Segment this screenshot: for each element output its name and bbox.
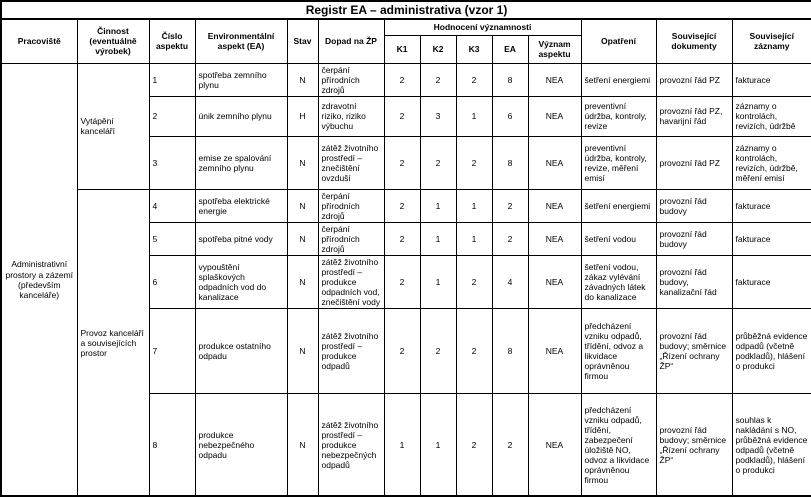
cell-k1: 2	[384, 96, 420, 136]
cell-cislo: 3	[149, 136, 195, 189]
cell-ea: 2	[492, 393, 528, 496]
cell-ea: 8	[492, 308, 528, 393]
cell-dokumenty: provozní řád budovy; směrnice „Řízení ochrany ŽP“	[656, 393, 732, 496]
cell-dokumenty: provozní řád PZ, havarijní řád	[656, 96, 732, 136]
cell-ea: 2	[492, 222, 528, 255]
cell-k3: 1	[456, 222, 492, 255]
cell-aspekt: produkce nebezpečného odpadu	[195, 393, 287, 496]
cell-ea: 4	[492, 255, 528, 308]
cell-k3: 1	[456, 189, 492, 222]
cell-stav: H	[287, 96, 318, 136]
cell-dokumenty: provozní řád budovy, kanalizační řád	[656, 255, 732, 308]
page-title: Registr EA – administrativa (vzor 1)	[1, 1, 811, 19]
cell-aspekt: vypouštění splaškových odpadních vod do kanalizace	[195, 255, 287, 308]
cell-aspekt: spotřeba zemního plynu	[195, 63, 287, 96]
cell-k2: 1	[420, 222, 456, 255]
cell-zaznamy: fakturace	[732, 255, 811, 308]
cell-opatreni: předcházení vzniku odpadů, třídění, odvoz a likvidace oprávněnou firmou	[581, 308, 656, 393]
cell-opatreni: šetření energiemi	[581, 63, 656, 96]
cell-opatreni: preventivní údržba, kontroly, revize	[581, 96, 656, 136]
cell-k1: 2	[384, 136, 420, 189]
cell-ea: 8	[492, 63, 528, 96]
cell-ea: 6	[492, 96, 528, 136]
cell-vyznam: NEA	[528, 63, 581, 96]
cell-pracoviste: Administrativní prostory a zázemí (především kanceláře)	[1, 63, 77, 496]
cell-cislo: 5	[149, 222, 195, 255]
col-header-cislo-aspektu: Číslo aspektu	[149, 19, 195, 63]
cell-vyznam: NEA	[528, 136, 581, 189]
col-header-souvisejici-dokumenty: Související dokumenty	[656, 19, 732, 63]
cell-dokumenty: provozní řád budovy; směrnice „Řízení ochrany ŽP“	[656, 308, 732, 393]
cell-dopad: zátěž životního prostředí – produkce nebezpečných odpadů	[318, 393, 384, 496]
cell-zaznamy: fakturace	[732, 63, 811, 96]
cell-k2: 1	[420, 189, 456, 222]
cell-opatreni: preventivní údržba, kontroly, revize, měření emisí	[581, 136, 656, 189]
cell-stav: N	[287, 189, 318, 222]
cell-stav: N	[287, 255, 318, 308]
cell-k3: 2	[456, 308, 492, 393]
cell-zaznamy: souhlas k nakládání s NO, průběžná evidence odpadů (včetně podkladů), hlášení o produkci	[732, 393, 811, 496]
cell-dopad: zdravotní riziko, riziko výbuchu	[318, 96, 384, 136]
cell-vyznam: NEA	[528, 189, 581, 222]
cell-vyznam: NEA	[528, 393, 581, 496]
cell-ea: 8	[492, 136, 528, 189]
cell-dopad: zátěž životního prostředí – produkce odpadních vod, znečištění vody	[318, 255, 384, 308]
cell-vyznam: NEA	[528, 222, 581, 255]
cell-dopad: zátěž životního prostředí – znečištění ovzduší	[318, 136, 384, 189]
cell-dokumenty: provozní řád PZ	[656, 63, 732, 96]
cell-k1: 2	[384, 308, 420, 393]
cell-opatreni: šetření vodou	[581, 222, 656, 255]
col-header-environmentalni-aspekt: Environmentální aspekt (EA)	[195, 19, 287, 63]
col-header-k2: K2	[420, 35, 456, 63]
cell-k1: 2	[384, 63, 420, 96]
cell-stav: N	[287, 136, 318, 189]
cell-aspekt: spotřeba pitné vody	[195, 222, 287, 255]
cell-zaznamy: fakturace	[732, 222, 811, 255]
col-header-dopad-na-zp: Dopad na ŽP	[318, 19, 384, 63]
cell-dopad: čerpání přírodních zdrojů	[318, 63, 384, 96]
cell-k1: 2	[384, 255, 420, 308]
cell-cinnost-provoz: Provoz kanceláří a souvisejících prostor	[77, 189, 149, 496]
cell-stav: N	[287, 63, 318, 96]
col-header-k1: K1	[384, 35, 420, 63]
cell-stav: N	[287, 393, 318, 496]
cell-opatreni: šetření vodou, zákaz vylévání závadných látek do kanalizace	[581, 255, 656, 308]
col-header-vyznam-aspektu: Význam aspektu	[528, 35, 581, 63]
cell-dokumenty: provozní řád budovy	[656, 189, 732, 222]
cell-aspekt: produkce ostatního odpadu	[195, 308, 287, 393]
col-header-opatreni: Opatření	[581, 19, 656, 63]
cell-cislo: 2	[149, 96, 195, 136]
col-header-ea: EA	[492, 35, 528, 63]
cell-zaznamy: průběžná evidence odpadů (včetně podkladů), hlášení o produkci	[732, 308, 811, 393]
cell-cislo: 8	[149, 393, 195, 496]
cell-dopad: čerpání přírodních zdrojů	[318, 222, 384, 255]
cell-cislo: 7	[149, 308, 195, 393]
cell-stav: N	[287, 308, 318, 393]
cell-stav: N	[287, 222, 318, 255]
cell-dokumenty: provozní řád budovy	[656, 222, 732, 255]
col-header-k3: K3	[456, 35, 492, 63]
cell-k3: 2	[456, 393, 492, 496]
group-header-hodnoceni-vyznamnosti: Hodnocení významnosti	[384, 19, 581, 35]
cell-dopad: zátěž životního prostředí – produkce odpadů	[318, 308, 384, 393]
cell-zaznamy: záznamy o kontrolách, revizích, údržbě	[732, 96, 811, 136]
cell-dokumenty: provozní řád PZ	[656, 136, 732, 189]
cell-ea: 2	[492, 189, 528, 222]
cell-k2: 1	[420, 393, 456, 496]
cell-vyznam: NEA	[528, 255, 581, 308]
cell-zaznamy: fakturace	[732, 189, 811, 222]
cell-k3: 2	[456, 136, 492, 189]
table-row	[1, 63, 811, 96]
cell-k1: 2	[384, 222, 420, 255]
cell-aspekt: emise ze spalování zemního plynu	[195, 136, 287, 189]
cell-cislo: 4	[149, 189, 195, 222]
cell-vyznam: NEA	[528, 96, 581, 136]
cell-k2: 2	[420, 63, 456, 96]
cell-opatreni: předcházení vzniku odpadů, třídění, zabezpečení úložiště NO, odvoz a likvidace oprávněnou firmou	[581, 393, 656, 496]
table-row	[1, 189, 811, 222]
cell-opatreni: šetření energiemi	[581, 189, 656, 222]
col-header-stav: Stav	[287, 19, 318, 63]
cell-zaznamy: záznamy o kontrolách, revizích, údržbě, měření emisí	[732, 136, 811, 189]
cell-k2: 1	[420, 255, 456, 308]
cell-k1: 1	[384, 393, 420, 496]
col-header-souvisejici-zaznamy: Související záznamy	[732, 19, 811, 63]
col-header-cinnost: Činnost (eventuálně výrobek)	[77, 19, 149, 63]
cell-cislo: 1	[149, 63, 195, 96]
cell-aspekt: únik zemního plynu	[195, 96, 287, 136]
cell-aspekt: spotřeba elektrické energie	[195, 189, 287, 222]
cell-cislo: 6	[149, 255, 195, 308]
cell-k3: 2	[456, 63, 492, 96]
cell-k2: 2	[420, 308, 456, 393]
cell-k3: 1	[456, 96, 492, 136]
cell-k2: 2	[420, 136, 456, 189]
col-header-pracoviste: Pracoviště	[1, 19, 77, 63]
cell-cinnost-vytapeni: Vytápění kanceláří	[77, 63, 149, 189]
cell-k1: 2	[384, 189, 420, 222]
cell-dopad: čerpání přírodních zdrojů	[318, 189, 384, 222]
cell-k2: 3	[420, 96, 456, 136]
cell-k3: 2	[456, 255, 492, 308]
cell-vyznam: NEA	[528, 308, 581, 393]
